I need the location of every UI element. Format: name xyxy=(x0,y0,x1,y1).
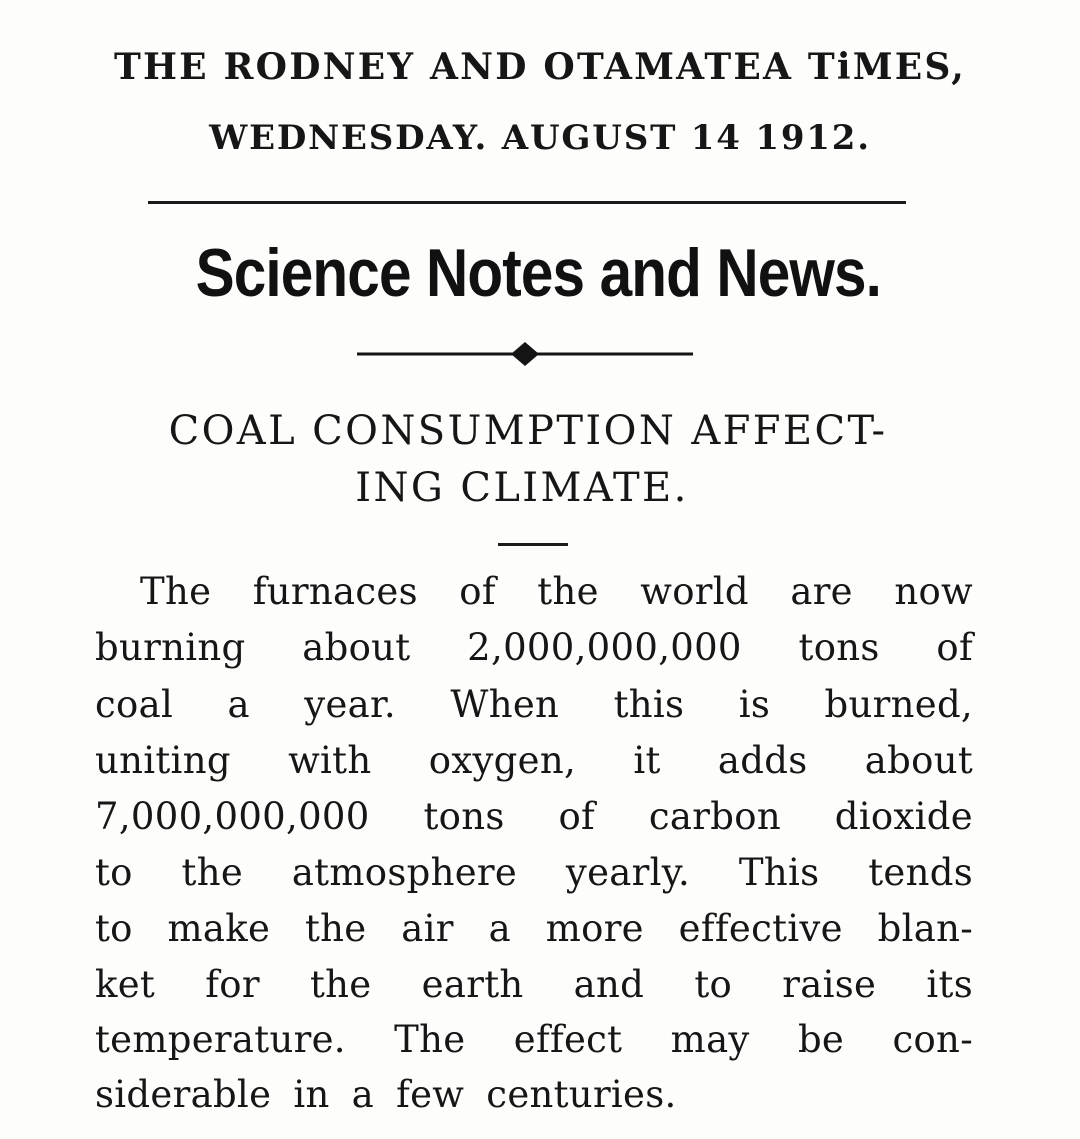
article-body-line: to make the air a more effective blan- xyxy=(95,907,973,950)
article-body-line: The furnaces of the world are now xyxy=(140,570,973,613)
headline-dash-divider xyxy=(498,543,568,546)
article-body-line: to the atmosphere yearly. This tends xyxy=(95,851,973,894)
article-body-line: temperature. The effect may be con- xyxy=(95,1018,973,1061)
article-headline-line-2: ING CLIMATE. xyxy=(355,465,689,511)
newspaper-masthead-title: THE RODNEY AND OTAMATEA TiMES, xyxy=(113,46,967,88)
article-body-line: 7,000,000,000 tons of carbon dioxide xyxy=(95,795,973,838)
article-headline-line-1: COAL CONSUMPTION AFFECT- xyxy=(168,408,888,454)
section-title: Science Notes and News. xyxy=(195,235,882,311)
article-body-line: uniting with oxygen, it adds about xyxy=(95,739,973,782)
article-body-line: ket for the earth and to raise its xyxy=(95,963,973,1006)
diamond-ornament-divider xyxy=(355,341,695,367)
article-body-line: burning about 2,000,000,000 tons of xyxy=(95,626,973,669)
article-body-line: siderable in a few centuries. xyxy=(95,1073,677,1116)
publication-date: WEDNESDAY. AUGUST 14 1912. xyxy=(209,118,871,158)
masthead-divider xyxy=(148,201,906,204)
article-body-line: coal a year. When this is burned, xyxy=(95,683,973,726)
